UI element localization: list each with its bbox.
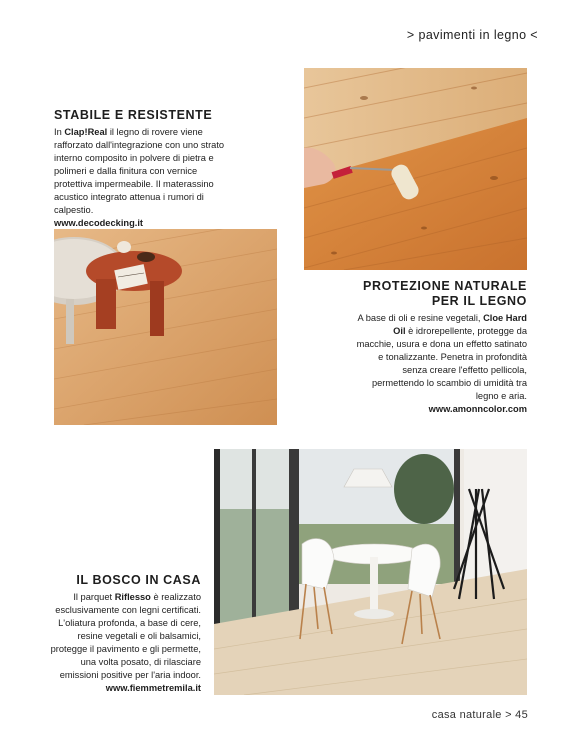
block-bosco-title: IL BOSCO IN CASA xyxy=(76,573,201,587)
block-bosco-text: Il parquet Riflesso è realizzato esclusivamente con legni certificati. L'oliatura profonda, a base di cere, resine vegetali e oli balsamici, protegge il pavimento e gli permette, una volta posato, di rilasciare emissioni positive per l'aria indoor. xyxy=(50,592,201,680)
block-stabile xyxy=(54,108,229,230)
photo-red-table xyxy=(54,229,277,425)
block-protezione-text: A base di oli e resine vegetali, Cloe Hard Oil è idrorepellente, protegge da macchie, usura e dona un effetto satinato e tonalizzante. Penetra in profondità senza creare l'effetto pellicola, permettendo lo scambio di umidità tra legno e aria. xyxy=(356,313,527,401)
block-bosco xyxy=(49,573,201,695)
block-protezione xyxy=(356,279,527,416)
brand-cloe-hard-oil: Cloe Hard Oil xyxy=(393,313,527,336)
brand-clapreal: Clap!Real xyxy=(64,127,108,137)
url-decodecking[interactable]: www.decodecking.it xyxy=(54,218,144,228)
photo-oil-roller xyxy=(304,68,527,270)
block-protezione-title: PROTEZIONE NATURALE PER IL LEGNO xyxy=(363,279,527,308)
block-stabile-title: STABILE E RESISTENTE xyxy=(54,108,213,122)
section-header: > pavimenti in legno < xyxy=(406,28,538,42)
page-folio: casa naturale > 45 xyxy=(431,709,528,721)
brand-riflesso: Riflesso xyxy=(114,592,151,602)
block-stabile-text: In Clap!Real il legno di rovere viene rafforzato dall'integrazione con uno strato interno composito in polvere di pietra e polimeri e dalla finitura con vernice protettiva impermeabile. Il materassino acustico integrato attenua i rumori di calpestio. xyxy=(54,127,225,215)
url-amonncolor[interactable]: www.amonncolor.com xyxy=(428,404,527,414)
photo-living-room xyxy=(214,449,527,695)
url-fiemmetremila[interactable]: www.fiemmetremila.it xyxy=(105,683,201,693)
